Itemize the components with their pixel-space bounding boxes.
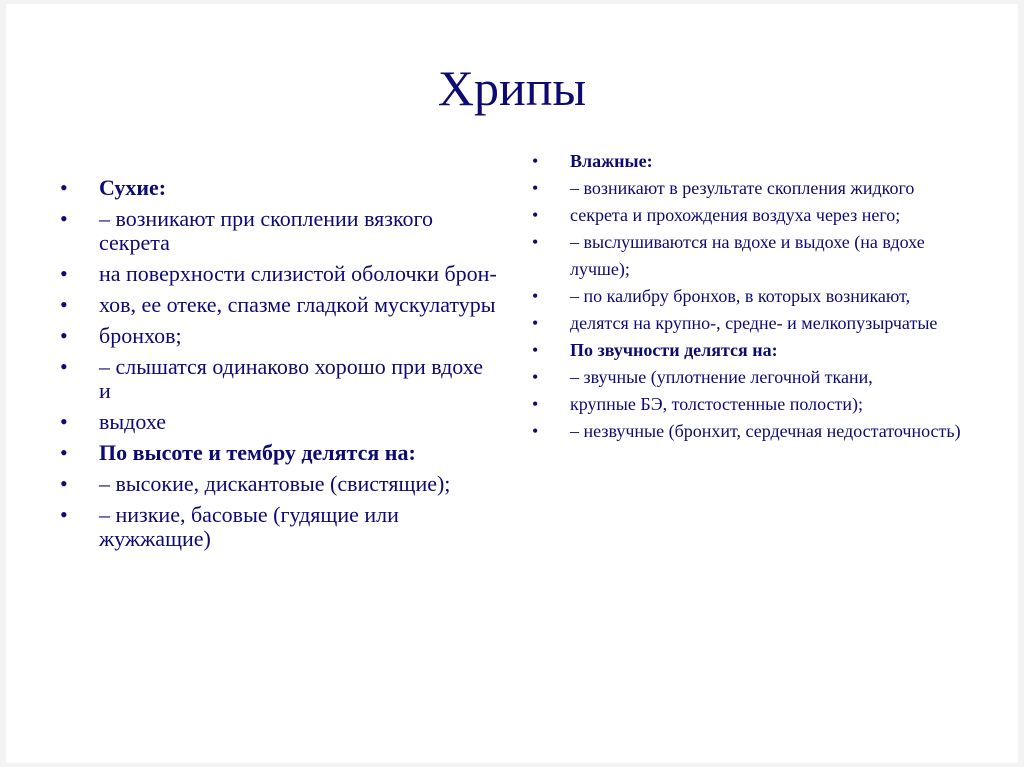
bullet-icon: • [60, 502, 68, 527]
list-item [60, 410, 500, 434]
list-item [532, 337, 972, 364]
list-item-text: По высоте и тембру делятся на: [99, 440, 416, 465]
list-item-text: бронхов; [99, 323, 182, 348]
list-item-text: хов, ее отеке, спазме гладкой мускулатуры [99, 292, 496, 317]
list-item [60, 176, 500, 200]
list-item [532, 418, 972, 445]
bullet-icon: • [60, 292, 68, 317]
bullet-icon: • [532, 340, 539, 360]
slide-title: Хрипы [437, 60, 587, 116]
bullet-icon: • [532, 367, 539, 387]
bullet-icon: • [532, 178, 539, 198]
list-item-text: – возникают в результате скопления жидкого [570, 178, 915, 198]
list-item-text: – высокие, дискантовые (свистящие); [99, 471, 451, 496]
list-item-text: – слышатся одинаково хорошо при вдохе и [99, 354, 483, 403]
right-bullet-list [532, 148, 972, 445]
list-item [532, 229, 972, 283]
bullet-icon: • [532, 151, 539, 171]
list-item-text: на поверхности слизистой оболочки брон- [99, 261, 497, 286]
bullet-icon: • [532, 394, 539, 414]
list-item-text: делятся на крупно-, средне- и мелкопузырчатые [570, 313, 938, 333]
bullet-icon: • [60, 354, 68, 379]
list-item-text: – выслушиваются на вдохе и выдохе (на вдохе лучше); [570, 232, 925, 279]
list-item [60, 207, 500, 255]
bullet-icon: • [532, 232, 539, 252]
list-item-text: – по калибру бронхов, в которых возникают, [570, 286, 911, 306]
list-item [60, 503, 500, 551]
list-item [60, 324, 500, 348]
bullet-icon: • [532, 421, 539, 441]
list-item-text: секрета и прохождения воздуха через него; [570, 205, 901, 225]
list-item-text: – низкие, басовые (гудящие или жужжащие) [99, 502, 399, 551]
list-item-text: крупные БЭ, толстостенные полости); [570, 394, 864, 414]
bullet-icon: • [532, 286, 539, 306]
left-bullet-list [60, 176, 500, 558]
bullet-icon: • [532, 205, 539, 225]
list-item-text: – звучные (уплотнение легочной ткани, [570, 367, 873, 387]
list-item [60, 293, 500, 317]
list-item [60, 355, 500, 403]
bullet-icon: • [60, 261, 68, 286]
list-item-text: По звучности делятся на: [570, 340, 778, 360]
bullet-icon: • [60, 323, 68, 348]
list-item [532, 310, 972, 337]
bullet-icon: • [60, 440, 68, 465]
bullet-icon: • [60, 471, 68, 496]
list-item-text: Сухие: [99, 175, 167, 200]
list-item [532, 364, 972, 391]
list-item [60, 441, 500, 465]
list-item [532, 202, 972, 229]
list-item-text: Влажные: [570, 151, 653, 171]
list-item [532, 148, 972, 175]
list-item-text: выдохе [99, 409, 167, 434]
list-item [60, 472, 500, 496]
list-item [532, 283, 972, 310]
bullet-icon: • [60, 206, 68, 231]
list-item-text: – незвучные (бронхит, сердечная недостаточность) [570, 421, 961, 441]
list-item [532, 391, 972, 418]
list-item [532, 175, 972, 202]
list-item-text: – возникают при скоплении вязкого секрета [99, 206, 434, 255]
bullet-icon: • [532, 313, 539, 333]
list-item [60, 262, 500, 286]
bullet-icon: • [60, 409, 68, 434]
bullet-icon: • [60, 175, 68, 200]
